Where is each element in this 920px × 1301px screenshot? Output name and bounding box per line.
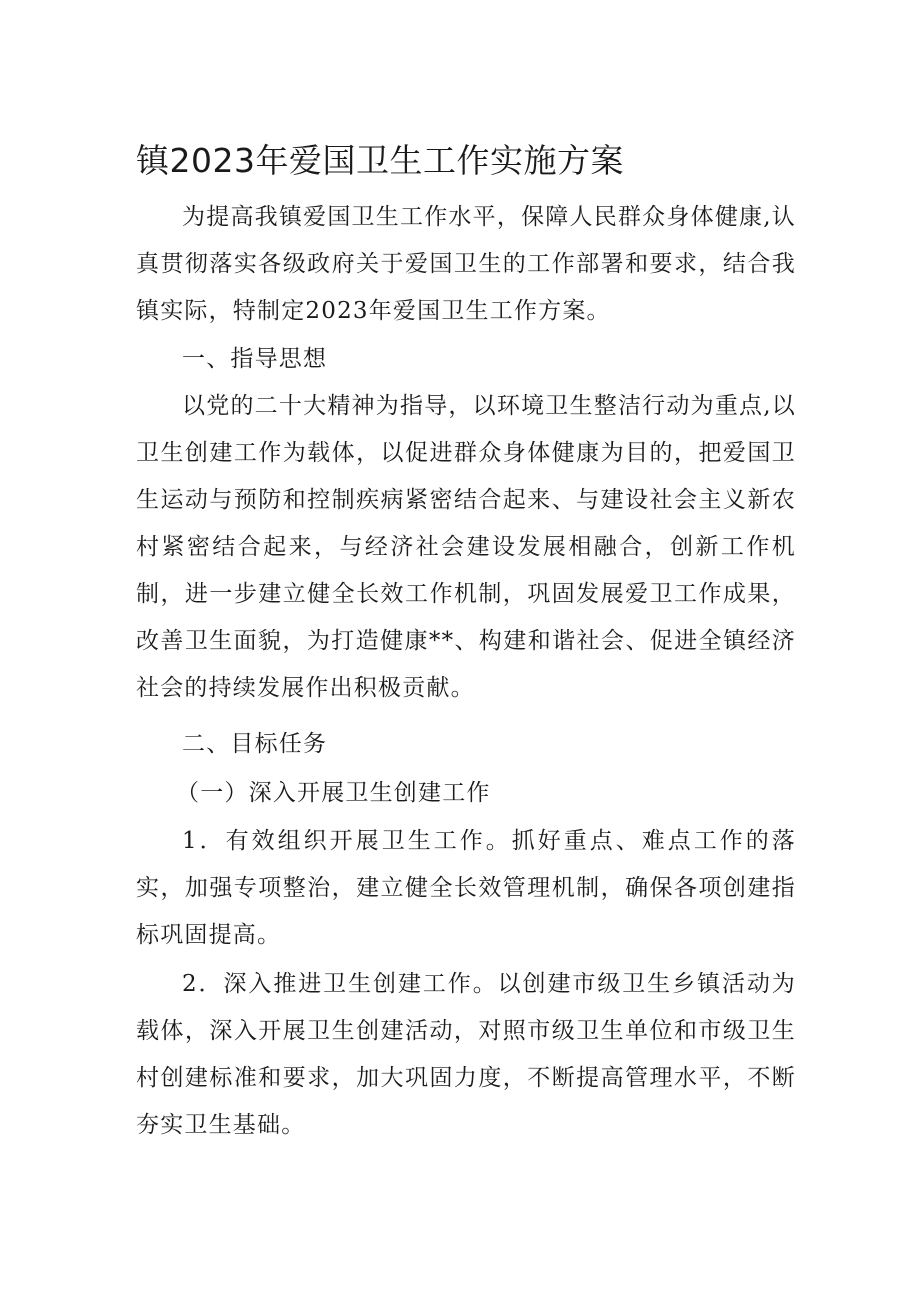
guiding-ideology-paragraph: 以党的二十大精神为指导，以环境卫生整洁行动为重点,以卫生创建工作为载体，以促进群众身体健康为目的，把爱国卫生运动与预防和控制疾病紧密结合起来、与建设社会主义新农村紧密结合起来，与经济社会建设发展相融合，创新工作机制，进一步建立健全长效工作机制，巩固发展爱卫工作成果，改善卫生面貌，为打造健康**、构建和谐社会、促进全镇经济社会的持续发展作出积极贡献。 <box>136 393 796 701</box>
section-heading-goals-tasks: 二、目标任务 <box>182 731 328 757</box>
list-item-2: 2．深入推进卫生创建工作。以创建市级卫生乡镇活动为载体，深入开展卫生创建活动，对照市级卫生单位和市级卫生村创建标准和要求，加大巩固力度，不断提高管理水平，不断夯实卫生基础。 <box>136 971 796 1138</box>
list-item-1: 1．有效组织开展卫生工作。抓好重点、难点工作的落实，加强专项整治，建立健全长效管理机制，确保各项创建指标巩固提高。 <box>136 828 796 948</box>
section-heading-guiding-ideology: 一、指导思想 <box>182 346 328 372</box>
subsection-heading-health-creation: （一）深入开展卫生创建工作 <box>176 780 491 806</box>
intro-paragraph: 为提高我镇爱国卫生工作水平，保障人民群众身体健康,认真贯彻落实各级政府关于爱国卫生的工作部署和要求，结合我镇实际，特制定2023年爱国卫生工作方案。 <box>136 204 796 324</box>
document-title: 镇2023年爱国卫生工作实施方案 <box>136 141 624 180</box>
